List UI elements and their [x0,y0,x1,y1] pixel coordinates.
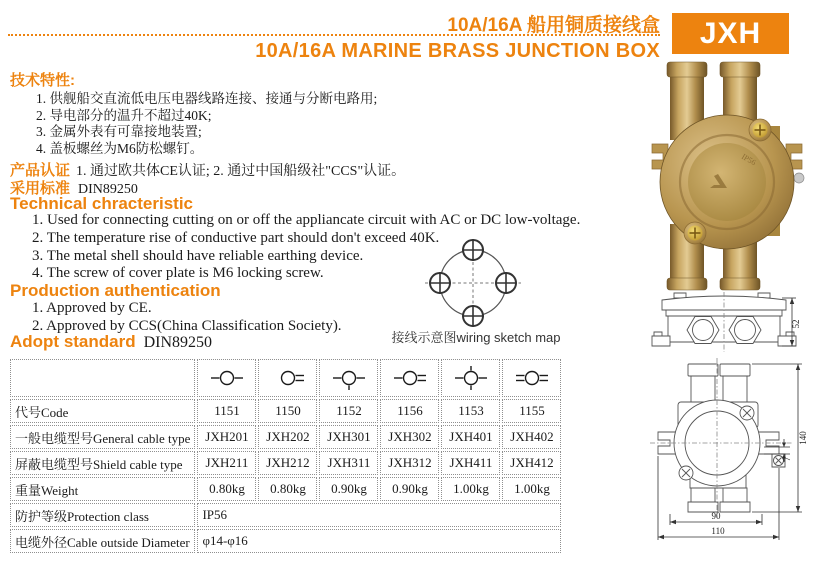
row-label: 电缆外径Cable outside Diameter [10,529,195,553]
cert-label: 产品认证 [10,162,71,179]
table-cell: 1150 [258,399,317,423]
row-label: 代号Code [10,399,195,423]
table-cell: JXH412 [502,451,561,475]
table-cell: JXH411 [441,451,500,475]
table-cell: 1151 [197,399,256,423]
table-cell: JXH301 [319,425,378,449]
table-cell: 0.90kg [380,477,439,501]
section-heading-tech-cn: 技术特性: [10,72,75,89]
front-view-drawing [644,356,814,552]
list-item: 3. The metal shell should have reliable earthing device. [32,247,364,264]
dimension-label: 110 [711,526,725,536]
table-row-symbols [10,359,561,397]
table-cell: 1156 [380,399,439,423]
table-row-protection [10,503,561,527]
spec-table [8,357,563,555]
list-item: 1. Approved by CE. [32,300,152,316]
dimension-label: 140 [798,431,808,445]
table-cell: JXH311 [319,451,378,475]
list-item: 2. 导电部分的温升不超过40K; [36,107,212,123]
table-cell: 1153 [441,399,500,423]
section-heading-tech-en: Technical chracteristic [10,194,193,213]
cert-text: 1. 通过欧共体CE认证; 2. 通过中国船级社"CCS"认证。 [76,164,406,179]
list-item: 1. 供舰船交直流低电压电器线路连接、接通与分断电路用; [36,91,378,106]
tech-cn-list [36,91,636,157]
page-title-chinese: 10A/16A 船用铜质接线盒 [447,15,660,36]
table-cell: φ14-φ16 [197,529,561,553]
table-cell: JXH302 [380,425,439,449]
row-label: 一般电缆型号General cable type [10,425,195,449]
table-cell: 1.00kg [441,477,500,501]
table-cell: JXH402 [502,425,561,449]
table-cell: 1152 [319,399,378,423]
brand-badge [672,13,789,54]
table-cell: 0.90kg [319,477,378,501]
connection-symbol [197,359,256,397]
table-row-shield-cable [10,451,561,475]
connection-symbol [319,359,378,397]
row-label: 防护等级Protection class [10,503,195,527]
dimension-label: 90 [711,511,721,521]
ip-rating-marking: IP56 [740,151,758,168]
connection-symbol [502,359,561,397]
list-item: 2. Approved by CCS(China Classification Society). [32,318,342,334]
standard-cn-value: DIN89250 [78,182,138,197]
table-cell: IP56 [197,503,561,527]
product-photo [648,56,812,294]
tech-en-list [32,212,647,283]
connection-symbol [441,359,500,397]
dimension-label: 52 [791,319,801,329]
row-label: 重量Weight [10,477,195,501]
table-cell: JXH202 [258,425,317,449]
page-title-english: 10A/16A MARINE BRASS JUNCTION BOX [255,40,660,62]
table-cell: 0.80kg [197,477,256,501]
connection-symbol [380,359,439,397]
brand-label: JXH [699,16,762,50]
table-row-diameter [10,529,561,553]
sketch-caption: 接线示意图wiring sketch map [391,330,561,345]
table-row-weight [10,477,561,501]
table-row-general-cable [10,425,561,449]
list-item: 2. The temperature rise of conductive part should don't exceed 40K. [32,229,440,246]
list-item: 1. Used for connecting cutting on or off the appliancate circuit with AC or DC low-voltage. [32,212,581,228]
dimension-label: 7 [782,456,792,462]
header-dotted-divider [8,34,660,36]
table-cell: 1.00kg [502,477,561,501]
table-cell: 1155 [502,399,561,423]
standard-en-label: Adopt standard [10,332,136,351]
table-cell: 0.80kg [258,477,317,501]
table-cell: JXH312 [380,451,439,475]
table-corner-cell [10,359,195,397]
wiring-sketch-diagram [405,238,545,330]
table-cell: JXH401 [441,425,500,449]
list-item: 4. 盖板螺丝为M6防松螺钉。 [36,140,204,156]
list-item: 3. 金属外表有可靠接地装置; [36,124,202,139]
section-heading-authentication: Production authentication [10,281,221,300]
list-item: 4. The screw of cover plate is M6 locking screw. [32,265,324,282]
table-cell: JXH212 [258,451,317,475]
adopt-standard-en-line [10,332,212,352]
standard-en-value: DIN89250 [143,334,213,351]
standard-cn-label: 采用标准 [10,180,71,197]
table-cell: JXH201 [197,425,256,449]
row-label: 屏蔽电缆型号Shield cable type [10,451,195,475]
table-cell: JXH211 [197,451,256,475]
connection-symbol [258,359,317,397]
side-view-drawing [646,292,802,356]
table-row-code [10,399,561,423]
